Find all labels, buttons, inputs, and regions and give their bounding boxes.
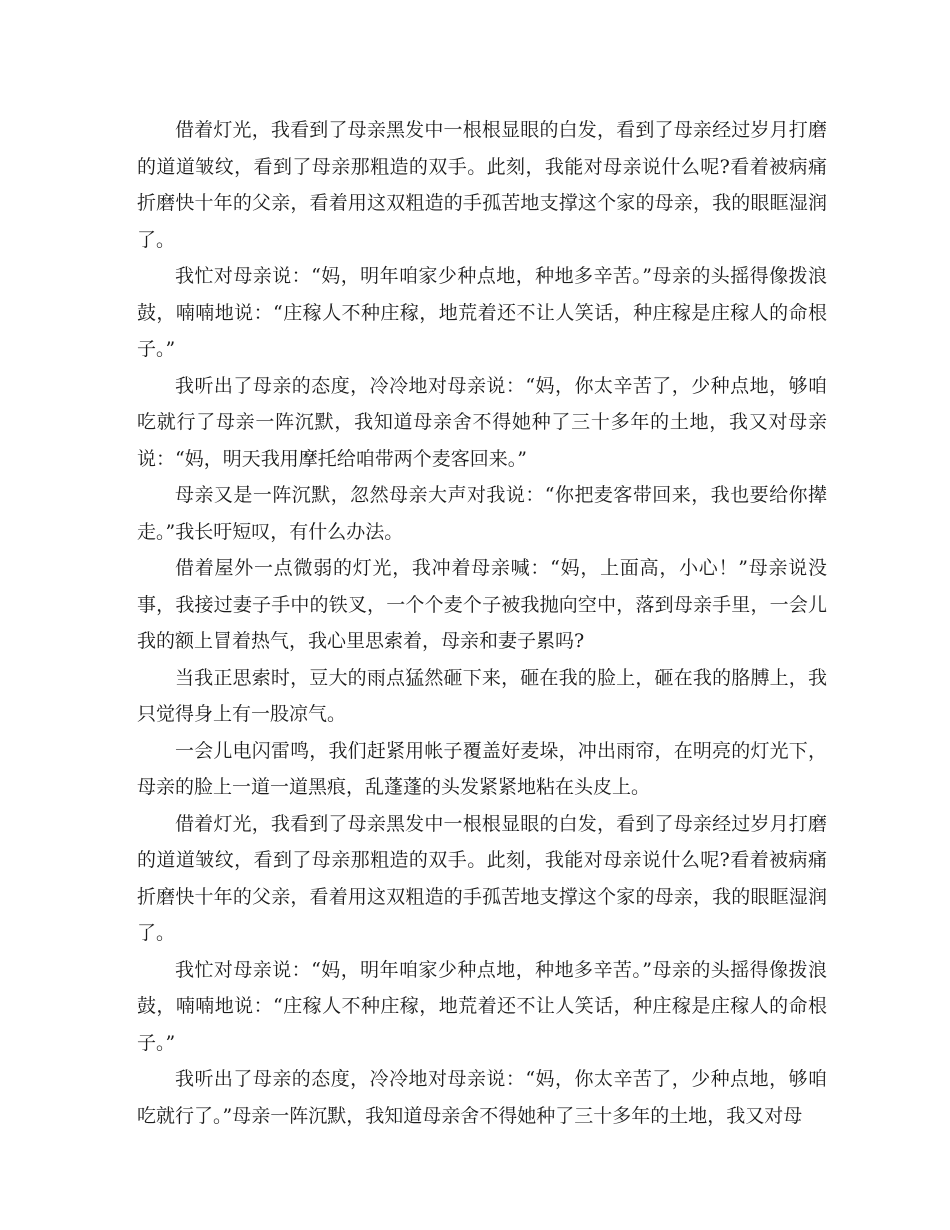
body-text (137, 112, 827, 1134)
paragraph: 借着屋外一点微弱的灯光，我冲着母亲喊：“妈，上面高，小心！”母亲说没事，我接过妻子手中的铁叉，一个个麦个子被我抛向空中，落到母亲手里，一会儿我的额上冒着热气，我心里思索着，母亲和妻子累吗? (137, 557, 827, 652)
paragraph: 借着灯光，我看到了母亲黑发中一根根显眼的白发，看到了母亲经过岁月打磨的道道皱纹，看到了母亲那粗造的双手。此刻，我能对母亲说什么呢?看着被病痛折磨快十年的父亲，看着用这双粗造的手孤苦地支撑这个家的母亲，我的眼眶湿润了。 (137, 812, 827, 944)
paragraph: 一会儿电闪雷鸣，我们赶紧用帐子覆盖好麦垛，冲出雨帘，在明亮的灯光下，母亲的脸上一道一道黑痕，乱蓬蓬的头发紧紧地粘在头皮上。 (137, 739, 827, 798)
paragraph: 借着灯光，我看到了母亲黑发中一根根显眼的白发，看到了母亲经过岁月打磨的道道皱纹，看到了母亲那粗造的双手。此刻，我能对母亲说什么呢?看着被病痛折磨快十年的父亲，看着用这双粗造的手孤苦地支撑这个家的母亲，我的眼眶湿润了。 (137, 119, 827, 251)
paragraph: 我忙对母亲说：“妈，明年咱家少种点地，种地多辛苦。”母亲的头摇得像拨浪鼓，喃喃地说：“庄稼人不种庄稼，地荒着还不让人笑话，种庄稼是庄稼人的命根子。” (137, 265, 827, 360)
paragraph: 当我正思索时，豆大的雨点猛然砸下来，砸在我的脸上，砸在我的胳膊上，我只觉得身上有一股凉气。 (137, 666, 827, 725)
paragraph: 我听出了母亲的态度，冷冷地对母亲说：“妈，你太辛苦了，少种点地，够咱吃就行了。”母亲一阵沉默，我知道母亲舍不得她种了三十多年的土地，我又对母 (137, 1068, 827, 1127)
paragraph: 我忙对母亲说：“妈，明年咱家少种点地，种地多辛苦。”母亲的头摇得像拨浪鼓，喃喃地说：“庄稼人不种庄稼，地荒着还不让人笑话，种庄稼是庄稼人的命根子。” (137, 958, 827, 1054)
paragraph: 我听出了母亲的态度，冷冷地对母亲说：“妈，你太辛苦了，少种点地，够咱吃就行了母亲一阵沉默，我知道母亲舍不得她种了三十多年的土地，我又对母亲说：“妈，明天我用摩托给咱带两个麦客回来。” (137, 374, 827, 470)
paragraph: 母亲又是一阵沉默，忽然母亲大声对我说：“你把麦客带回来，我也要给你撵走。”我长吁短叹，有什么办法。 (137, 484, 827, 543)
